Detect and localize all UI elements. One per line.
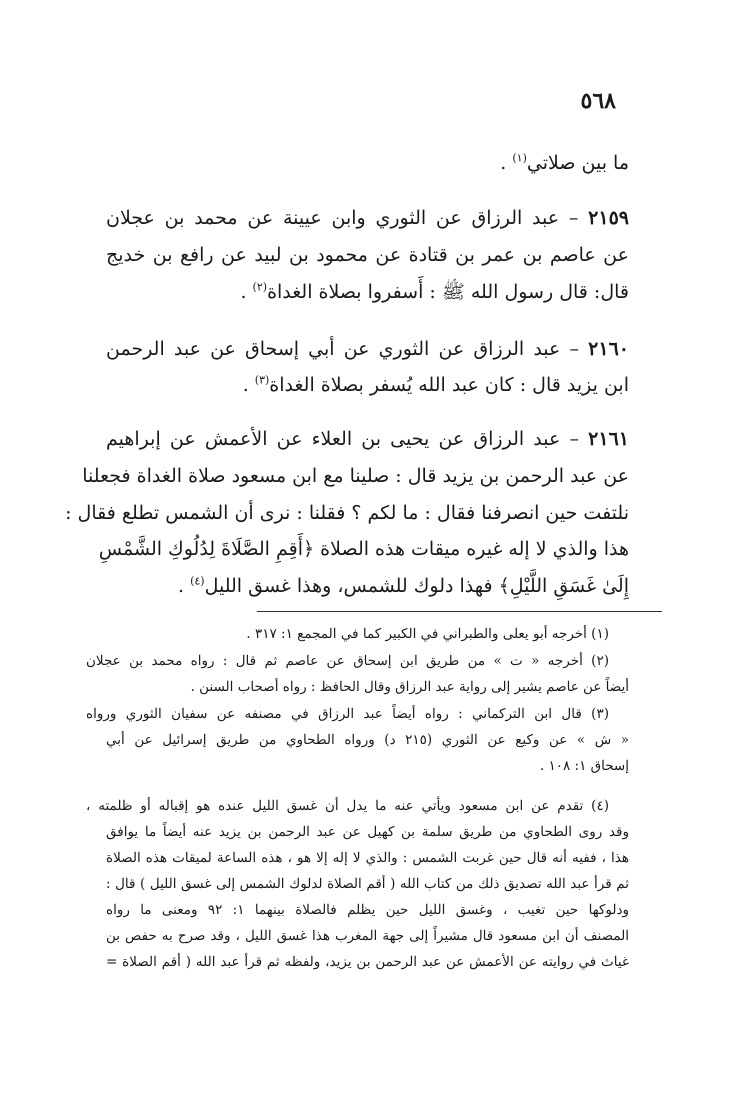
footnote-3-line: إسحاق ١: ١٠٨ .: [539, 758, 629, 774]
main-text: – عبد الرزاق عن يحيى بن العلاء عن الأعمش عن إبراهيم: [106, 428, 589, 450]
hadith-2161-line: [98, 534, 629, 564]
hadith-2160-line: [106, 334, 629, 364]
footnote-ref[interactable]: (٤): [190, 574, 205, 588]
main-line: [106, 148, 629, 178]
page-number: ٥٦٨: [580, 88, 616, 114]
footnote-1: (١) أخرجه أبو يعلى والطبراني في الكبير كما في المجمع ١: ٣١٧ .: [246, 626, 609, 642]
main-text: عن عبد الرحمن بن يزيد قال : صلينا مع ابن مسعود صلاة الغداة فجعلنا: [82, 465, 629, 487]
footnote-4-line: وقد روى الطحاوي من طريق سلمة بن كهيل عن عبد الرحمن بن يزيد عنه أيضاً ما يوافق: [106, 824, 629, 840]
hadith-2161-line: [106, 571, 629, 601]
footnote-4-line: هذا ، ففيه أنه قال حين غربت الشمس : والذي لا إله إلا هو ، هذه الساعة لميقات هذه الصلاة: [106, 850, 629, 866]
footnote-4-line: المصنف أن ابن مسعود قال مشيراً إلى جهة المغرب هذا غسق الليل ، وقد صرح به حفص بن: [106, 928, 629, 944]
punctuation: .: [177, 575, 191, 597]
main-text: – عبد الرزاق عن الثوري عن أبي إسحاق عن عبد الرحمن: [106, 338, 589, 360]
footnote-2-line: (٢) أخرجه « ت » من طريق ابن إسحاق عن عاصم ثم قال : رواه محمد بن عجلان: [86, 653, 609, 669]
hadith-2160-line: [106, 370, 629, 400]
hadith-2161-line: [82, 461, 629, 491]
punctuation: .: [242, 374, 255, 396]
hadith-2161-line: [65, 498, 629, 528]
footnote-ref[interactable]: (٢): [252, 280, 268, 294]
main-text: هذا والذي لا إله غيره ميقات هذه الصلاة ﴿أَقِمِ الصَّلَاةَ لِدُلُوكِ الشَّمْسِ: [98, 538, 629, 560]
main-text: نلتفت حين انصرفنا فقال : ما لكم ؟ فقلنا : نرى أن الشمس تطلع فقال :: [65, 502, 629, 524]
main-text: – عبد الرزاق عن الثوري وابن عيينة عن محمد بن عجلان: [106, 207, 589, 229]
footnote-divider: [257, 611, 662, 612]
footnote-2-line: أيضاً عن عاصم يشير إلى رواية عبد الرزاق وقال الحافظ : رواه أصحاب السنن .: [190, 679, 629, 695]
footnote-ref[interactable]: (٣): [254, 373, 270, 387]
hadith-number: ٢١٦١: [588, 428, 629, 450]
main-text: عن عاصم بن عمر بن قتادة عن محمود بن لبيد عن رافع بن خديج: [106, 244, 629, 266]
hadith-2159-line: [106, 203, 629, 233]
footnote-4-line: ثم قرأ عبد الله تصديق ذلك من كتاب الله ( أقم الصلاة لدلوك الشمس إلى غسق الليل ) قال :: [106, 876, 629, 892]
hadith-number: ٢١٥٩: [588, 207, 629, 229]
footnote-ref[interactable]: (١): [512, 151, 527, 165]
main-text: ابن يزيد قال : كان عبد الله يُسفر بصلاة الغداة: [269, 374, 629, 396]
hadith-2161-line: [106, 424, 629, 454]
footnote-4-line: (٤) تقدم عن ابن مسعود ويأتي عنه ما يدل أن غسق الليل عنده هو إقباله أو ظلمته ،: [86, 798, 609, 814]
punctuation: .: [500, 152, 513, 174]
hadith-2159-line: [106, 277, 629, 307]
hadith-number: ٢١٦٠: [588, 338, 629, 360]
main-text: إِلَىٰ غَسَقِ اللَّيْلِ﴾ فهذا دلوك للشمس، وهذا غسق الليل: [204, 575, 629, 597]
main-text: ما بين صلاتي: [526, 152, 629, 174]
footnote-3-line: (٣) قال ابن التركماني : رواه أيضاً عبد الرزاق في مصنفه عن سفيان الثوري ورواه: [86, 706, 609, 722]
punctuation: .: [240, 281, 253, 303]
footnote-3-line: « ش » عن وكيع عن الثوري (٢١٥ د) ورواه الطحاوي من طريق إسرائيل عن أبي: [106, 732, 630, 748]
footnote-4-line: غياث في روايته عن الأعمش عن عبد الرحمن بن يزيد، ولفظه ثم قرأ عبد الله ( أقم الصلاة =: [106, 954, 629, 970]
main-text: قال: قال رسول الله ﷺ : أَسفروا بصلاة الغداة: [267, 281, 629, 303]
hadith-2159-line: [106, 240, 629, 270]
footnote-4-line: ودلوكها حين تغيب ، وغسق الليل حين يظلم فالصلاة بينهما ١: ٩٢ ومعنى ما رواه: [106, 902, 630, 918]
